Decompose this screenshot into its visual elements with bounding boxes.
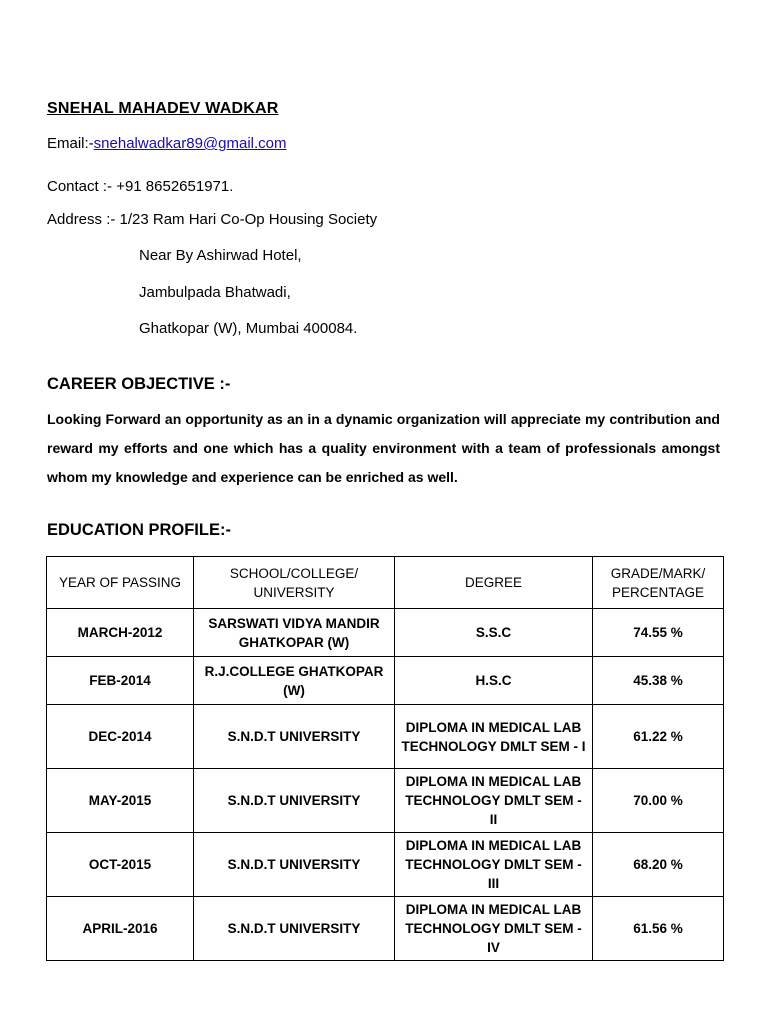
career-objective-heading: CAREER OBJECTIVE :- [47, 375, 231, 393]
cell-grade: 70.00 % [593, 769, 724, 833]
cell-school: S.N.D.T UNIVERSITY [194, 897, 395, 961]
cell-school: S.N.D.T UNIVERSITY [194, 833, 395, 897]
cell-school: S.N.D.T UNIVERSITY [194, 769, 395, 833]
career-objective-text: Looking Forward an opportunity as an in a dynamic organization will appreciate my contribution and reward my efforts and one which has a quality environment with a team of professionals amongst whom my knowledge and experience can be enriched as well. [47, 411, 720, 485]
column-header-year: YEAR OF PASSING [47, 557, 194, 609]
address-line-1: Address :- 1/23 Ram Hari Co-Op Housing Society [47, 211, 378, 228]
cell-degree: DIPLOMA IN MEDICAL LAB TECHNOLOGY DMLT SEM - I [395, 705, 593, 769]
cell-degree: DIPLOMA IN MEDICAL LAB TECHNOLOGY DMLT SEM - III [395, 833, 593, 897]
cell-grade: 61.22 % [593, 705, 724, 769]
cell-year: MARCH-2012 [47, 609, 194, 657]
education-table [46, 556, 724, 961]
cell-degree: H.S.C [395, 657, 593, 705]
cell-year: OCT-2015 [47, 833, 194, 897]
cell-degree: DIPLOMA IN MEDICAL LAB TECHNOLOGY DMLT SEM - II [395, 769, 593, 833]
table-row [47, 769, 724, 833]
address-line-4: Ghatkopar (W), Mumbai 400084. [139, 320, 358, 337]
table-row [47, 657, 724, 705]
address-line-3: Jambulpada Bhatwadi, [139, 284, 291, 301]
cell-grade: 61.56 % [593, 897, 724, 961]
cell-degree: DIPLOMA IN MEDICAL LAB TECHNOLOGY DMLT SEM - IV [395, 897, 593, 961]
cell-school: R.J.COLLEGE GHATKOPAR (W) [194, 657, 395, 705]
table-row [47, 833, 724, 897]
education-profile-heading: EDUCATION PROFILE:- [47, 521, 231, 539]
contact-line: Contact :- +91 8652651971. [47, 178, 234, 195]
table-row [47, 705, 724, 769]
table-header-row [47, 557, 724, 609]
cell-year: FEB-2014 [47, 657, 194, 705]
table-row [47, 609, 724, 657]
email-label: Email:- [47, 135, 94, 152]
column-header-grade: GRADE/MARK/ PERCENTAGE [593, 557, 724, 609]
cell-year: DEC-2014 [47, 705, 194, 769]
address-line-2: Near By Ashirwad Hotel, [139, 247, 302, 264]
email-link[interactable]: snehalwadkar89@gmail.com [93, 135, 287, 152]
column-header-degree: DEGREE [395, 557, 593, 609]
cell-grade: 68.20 % [593, 833, 724, 897]
email-line [47, 135, 287, 152]
cell-school: SARSWATI VIDYA MANDIR GHATKOPAR (W) [194, 609, 395, 657]
cell-grade: 45.38 % [593, 657, 724, 705]
cell-year: APRIL-2016 [47, 897, 194, 961]
candidate-name: SNEHAL MAHADEV WADKAR [47, 100, 279, 117]
column-header-school: SCHOOL/COLLEGE/ UNIVERSITY [194, 557, 395, 609]
cell-year: MAY-2015 [47, 769, 194, 833]
cell-grade: 74.55 % [593, 609, 724, 657]
table-row [47, 897, 724, 961]
cell-degree: S.S.C [395, 609, 593, 657]
cell-school: S.N.D.T UNIVERSITY [194, 705, 395, 769]
